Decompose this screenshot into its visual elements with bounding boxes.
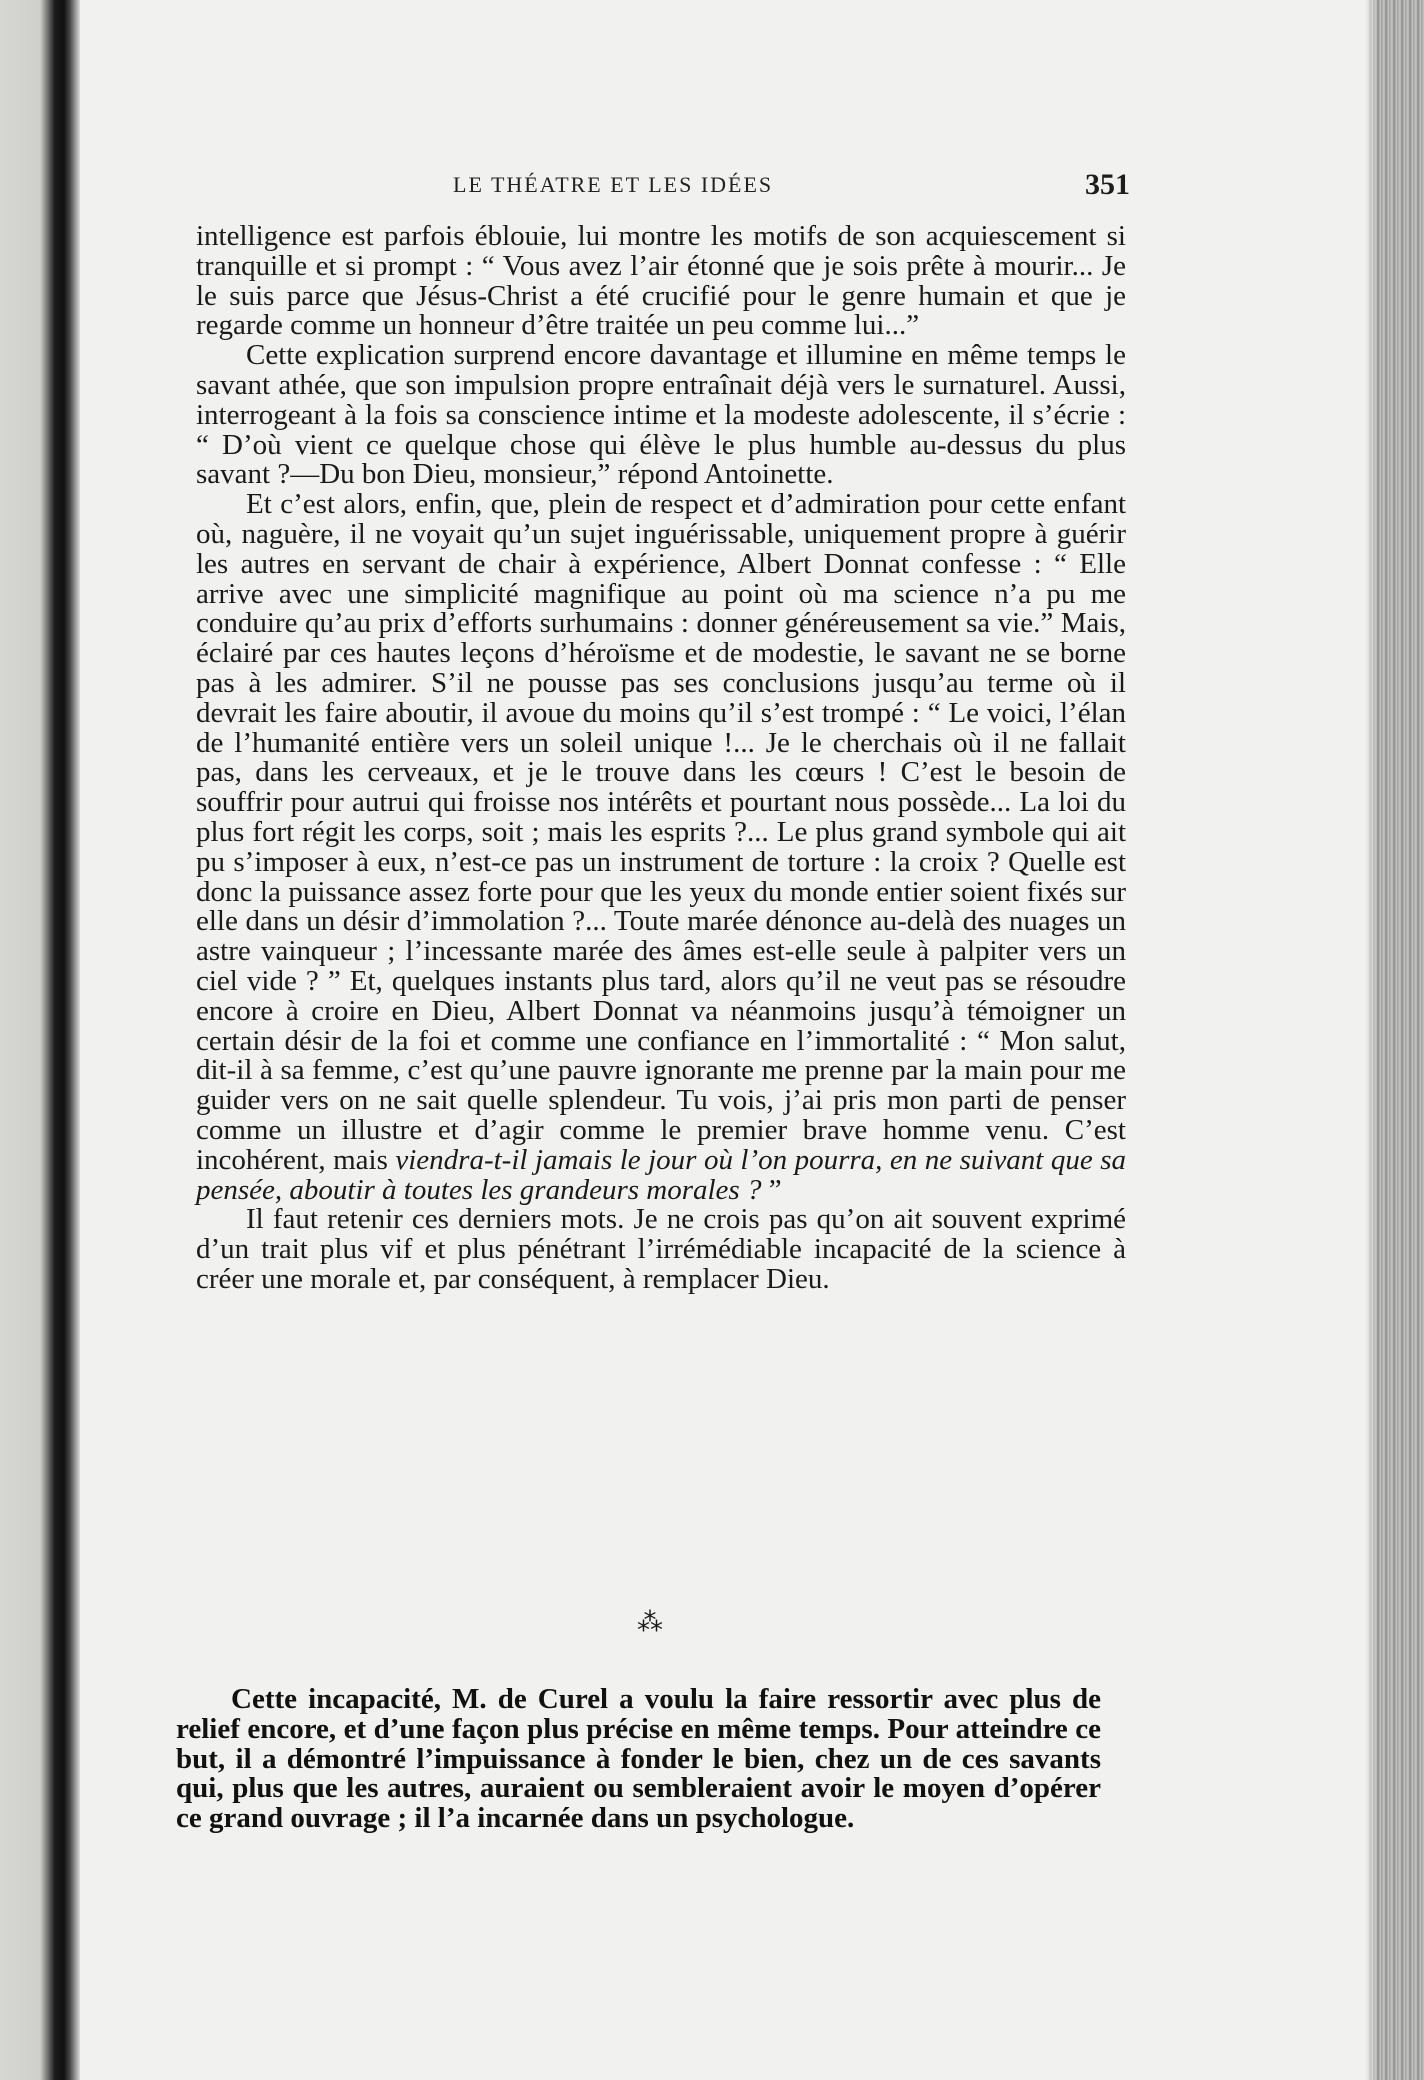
page-number: 351 xyxy=(1085,168,1130,201)
paragraph-5: Cette incapacité, M. de Curel a voulu la faire ressortir avec plus de relief encore, et d’une façon plus précise en même temps. Pour atteindre ce but, il a démontré l’impuissance à fonder le bien, chez un de ces savants qui, plus que les autres, auraient ou sembleraient avoir le moyen d’opérer ce grand ouvrage ; il l’a incarnée dans un psychologue. xyxy=(176,1683,1101,1835)
book-gutter-shadow xyxy=(0,0,80,2080)
page-stack-edge xyxy=(1365,0,1424,2080)
body-text xyxy=(196,222,1126,1295)
running-head: LE THÉATRE ET LES IDÉES xyxy=(453,172,774,197)
paragraph-1: intelligence est parfois éblouie, lui montre les motifs de son acquiescement si tranquille et si prompt : “ Vous avez l’air étonné que je sois prête à mourir... Je le suis parce que Jésus-Christ a été crucifié pour le genre humain et que je regarde comme un honneur d’être traitée un peu comme lui...” xyxy=(196,220,1126,342)
paragraph-2: Cette explication surprend encore davantage et illumine en même temps le savant athée, que son impulsion propre entraînait déjà vers le surnaturel. Aussi, interrogeant à la fois sa conscience intime et la modeste adolescente, il s’écrie : “ D’où vient ce quelque chose qui élève le plus humble au-dessus du plus savant ?—Du bon Dieu, monsieur,” répond Antoinette. xyxy=(196,339,1126,491)
page-header xyxy=(200,168,1130,208)
section-text xyxy=(176,1685,1101,1834)
paragraph-3 xyxy=(196,490,1126,1205)
paragraph-4: Il faut retenir ces derniers mots. Je ne crois pas qu’on ait souvent exprimé d’un trait plus vif et plus pénétrant l’irrémédiable incapacité de la science à créer une morale et, par conséquent, à remplacer Dieu. xyxy=(196,1203,1126,1295)
paragraph-3-text: Et c’est alors, enfin, que, plein de respect et d’admiration pour cette enfant où, naguère, il ne voyait qu’un sujet inguérissable, uniquement propre à guérir les autres en servant de chair à expérience, Albert Donnat confesse : “ Elle arrive avec une simplicité magnifique au point où ma science n’a pu me conduire qu’au prix d’efforts surhumains : donner généreusement sa vie.” Mais, éclairé par ces hautes leçons d’héroïsme et de modestie, le savant ne se borne pas à les admirer. S’il ne pousse pas ses conclusions jusqu’au terme où il devrait les faire aboutir, il avoue du moins qu’il s’est trompé : “ Le voici, l’élan de l’humanité entière vers un soleil unique !... Je le cherchais où il ne fallait pas, dans les cerveaux, et je le trouve dans les cœurs ! C’est le besoin de souffrir pour autrui qui froisse nos intérêts et pourtant nous possède... La loi du plus fort régit les corps, soit ; mais les esprits ?... Le plus grand symbole qui ait pu s’imposer à eux, n’est-ce pas un instrument de torture : la croix ? Quelle est donc la puissance assez forte pour que les yeux du monde entier soient fixés sur elle dans un désir d’immolation ?... Toute marée dénonce au-delà des nuages un astre vainqueur ; l’incessante marée des âmes est-elle seule à palpiter vers un ciel vide ? ” Et, quelques instants plus tard, alors qu’il ne veut pas se résoudre encore à croire en Dieu, Albert Donnat va néanmoins jusqu’à témoigner un certain désir de la foi et comme une confiance en l’immortalité : “ Mon salut, dit-il à sa femme, c’est qu’une pauvre ignorante me prenne par la main pour me guider vers on ne sait quelle splendeur. Tu vois, j’ai pris mon parti de penser comme un illustre et d’agir comme le premier brave homme venu. C’est incohérent, mais xyxy=(196,488,1126,1176)
paragraph-3-closing-quote: ” xyxy=(761,1173,782,1206)
section-asterism: ⁂ xyxy=(637,1608,663,1637)
paragraph-3-italic-quote: viendra-t-il jamais le jour où l’on pourra, en ne suivant que sa pensée, aboutir à toutes les grandeurs morales ? xyxy=(196,1143,1126,1206)
